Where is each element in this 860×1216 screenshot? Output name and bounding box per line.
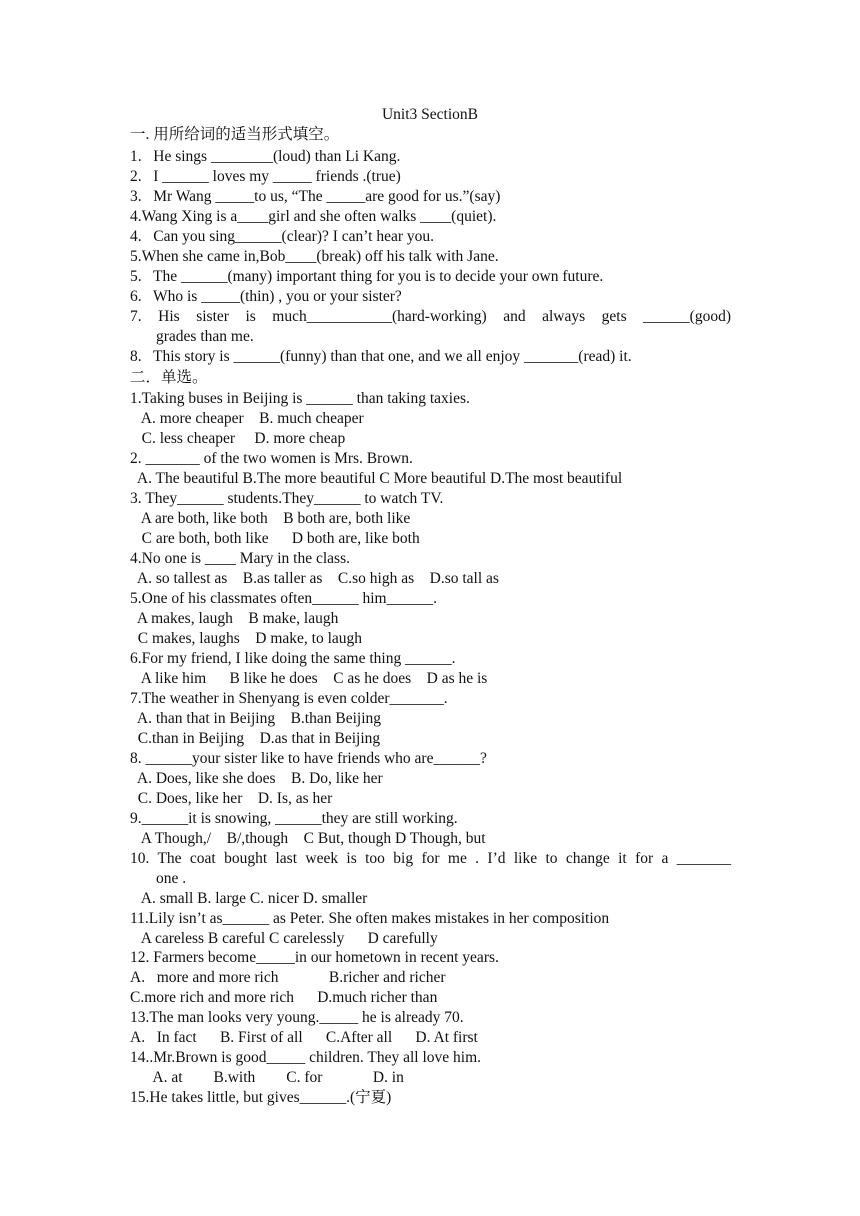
fill-question-5: 4. Can you sing______(clear)? I can’t hear you.	[130, 228, 435, 245]
mc-line: 12. Farmers become_____in our hometown in recent years.	[130, 949, 499, 966]
mc-line: 11.Lily isn’t as______ as Peter. She often makes mistakes in her composition	[130, 910, 610, 927]
mc-line: C.more rich and more rich D.much richer than	[130, 989, 438, 1006]
fill-question-3: 3. Mr Wang _____to us, “The _____are good for us.”(say)	[130, 188, 501, 205]
mc-line: 6.For my friend, I like doing the same thing ______.	[130, 650, 456, 667]
mc-line: 7.The weather in Shenyang is even colder_______.	[130, 690, 448, 707]
section-2-heading: 二．单选。	[130, 369, 208, 386]
mc-line: A. than that in Beijing B.than Beijing	[130, 710, 381, 727]
fill-question-1: 1. He sings ________(loud) than Li Kang.	[130, 148, 401, 165]
mc-line: C are both, both like D both are, like both	[130, 530, 420, 547]
page-title: Unit3 SectionB	[381, 106, 478, 123]
fill-question-9-line-1: 7. His sister is much___________(hard-working) and always gets ______(good)	[130, 308, 731, 325]
fill-question-4: 4.Wang Xing is a____girl and she often walks ____(quiet).	[130, 208, 497, 225]
mc-line: 14..Mr.Brown is good_____ children. They all love him.	[130, 1049, 482, 1066]
mc-line: A Though,/ B/,though C But, though D Though, but	[130, 830, 486, 847]
section-1-heading: 一. 用所给词的适当形式填空。	[130, 126, 340, 143]
mc-line: A makes, laugh B make, laugh	[130, 610, 339, 627]
mc-line: 8. ______your sister like to have friends who are______?	[130, 750, 487, 767]
mc-line: A. Does, like she does B. Do, like her	[130, 770, 383, 787]
fill-question-8: 6. Who is _____(thin) , you or your sister?	[130, 288, 402, 305]
mc-line: 1.Taking buses in Beijing is ______ than taking taxies.	[130, 390, 470, 407]
mc-line: A. more and more rich B.richer and richer	[130, 969, 446, 986]
mc-line: C.than in Beijing D.as that in Beijing	[130, 730, 381, 747]
mc-line: C makes, laughs D make, to laugh	[130, 630, 363, 647]
fill-question-9-line-2: grades than me.	[156, 328, 254, 345]
mc-line: A. small B. large C. nicer D. smaller	[130, 890, 368, 907]
mc-line: A careless B careful C carelessly D carefully	[130, 930, 438, 947]
mc-line: C. Does, like her D. Is, as her	[130, 790, 333, 807]
mc-line: 9.______it is snowing, ______they are still working.	[130, 810, 458, 827]
mc-line: C. less cheaper D. more cheap	[130, 430, 346, 447]
mc-line: A are both, like both B both are, both like	[130, 510, 411, 527]
mc-line: A. so tallest as B.as taller as C.so high as D.so tall as	[130, 570, 499, 587]
fill-question-7: 5. The ______(many) important thing for you is to decide your own future.	[130, 268, 604, 285]
mc-line: A. In fact B. First of all C.After all D. At first	[130, 1029, 478, 1046]
mc-question-10-line-2: one .	[156, 870, 187, 887]
fill-question-10: 8. This story is ______(funny) than that one, and we all enjoy _______(read) it.	[130, 348, 632, 365]
mc-line: 15.He takes little, but gives______.(宁夏)	[130, 1089, 392, 1106]
mc-line: 4.No one is ____ Mary in the class.	[130, 550, 350, 567]
mc-question-10-line-1: 10. The coat bought last week is too big for me . I’d like to change it for a _______	[130, 850, 731, 867]
mc-line: 13.The man looks very young._____ he is already 70.	[130, 1009, 464, 1026]
mc-line: 3. They______ students.They______ to watch TV.	[130, 490, 444, 507]
mc-line: A like him B like he does C as he does D as he is	[130, 670, 488, 687]
mc-line: 2. _______ of the two women is Mrs. Brown.	[130, 450, 413, 467]
mc-line: A. at B.with C. for D. in	[130, 1069, 404, 1086]
mc-line: A. more cheaper B. much cheaper	[130, 410, 364, 427]
mc-line: A. The beautiful B.The more beautiful C More beautiful D.The most beautiful	[130, 470, 623, 487]
fill-question-2: 2. I ______ loves my _____ friends .(true)	[130, 168, 401, 185]
fill-question-6: 5.When she came in,Bob____(break) off his talk with Jane.	[130, 248, 499, 265]
mc-line: 5.One of his classmates often______ him______.	[130, 590, 437, 607]
